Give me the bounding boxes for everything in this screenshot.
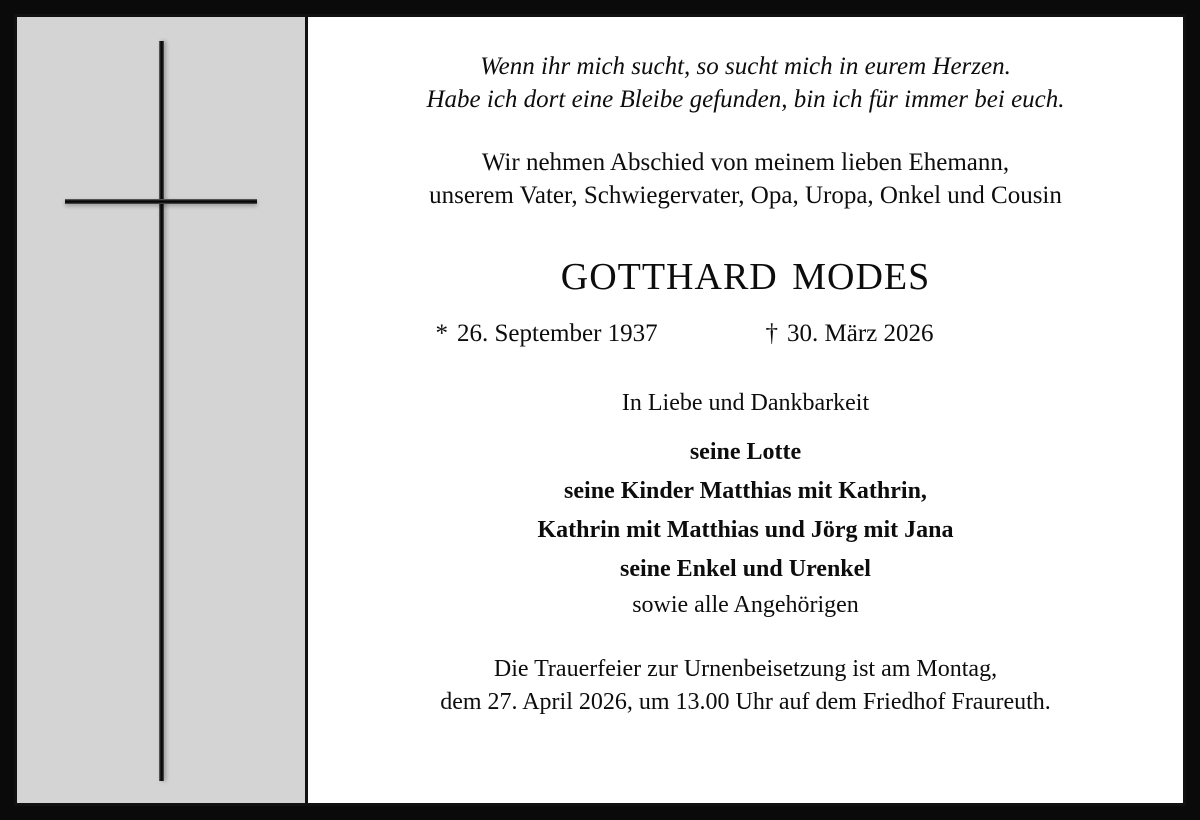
cross-icon-vertical-beam: [159, 41, 164, 781]
text-panel: [308, 17, 1183, 803]
deceased-name: gotthard modes: [560, 241, 931, 301]
birth-date-value: 26. September 1937: [457, 320, 658, 347]
intro-line-2: unserem Vater, Schwiegervater, Opa, Uropa, Onkel und Cousin: [429, 182, 1062, 209]
death-cross-icon: †: [765, 320, 778, 347]
family-line-2: seine Kinder Matthias mit Kathrin,: [564, 477, 927, 504]
family-line-3: Kathrin mit Matthias und Jörg mit Jana: [537, 516, 954, 543]
verse-line-1: Wenn ihr mich sucht, so sucht mich in eurem Herzen.: [480, 53, 1011, 80]
death-date-value: 30. März 2026: [787, 320, 934, 347]
birth-date: [426, 320, 766, 348]
death-date: [766, 320, 1066, 348]
relatives-line: sowie alle Angehörigen: [632, 591, 859, 618]
family-block: [336, 433, 1155, 589]
ceremony-line-1: Die Trauerfeier zur Urnenbeisetzung ist am Montag,: [493, 655, 998, 682]
family-line-1: seine Lotte: [689, 439, 802, 465]
cross-panel: [17, 17, 308, 803]
intro-line-1: Wir nehmen Abschied von meinem lieben Ehemann,: [481, 149, 1010, 176]
birth-star-icon: *: [435, 320, 448, 347]
inner-frame-border: [14, 14, 1186, 806]
cross-icon-horizontal-beam: [65, 199, 257, 204]
verse-line-2: Habe ich dort eine Bleibe gefunden, bin ich für immer bei euch.: [426, 85, 1065, 113]
love-line: In Liebe und Dankbarkeit: [621, 390, 870, 416]
family-line-4: seine Enkel und Urenkel: [620, 555, 871, 582]
life-dates: [336, 320, 1155, 348]
intro-block: [336, 146, 1155, 212]
verse-block: [336, 51, 1155, 116]
ceremony-block: [336, 653, 1155, 719]
ceremony-line-2: dem 27. April 2026, um 13.00 Uhr auf dem Friedhof Fraureuth.: [440, 688, 1051, 715]
